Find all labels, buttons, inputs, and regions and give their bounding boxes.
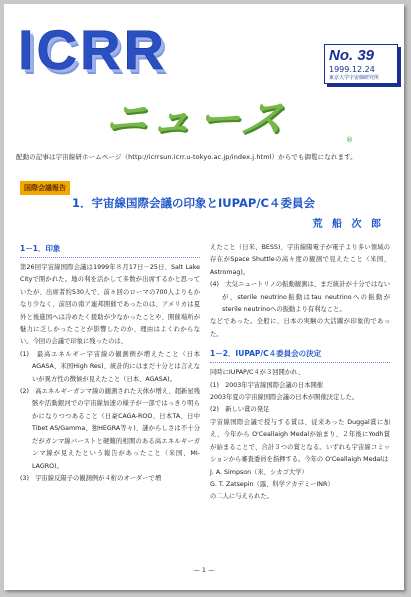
homepage-notice: 配動の記事は宇宙線研ホームページ（http://icrrsun.icrr.u-tokyo.ac.jp/index.j.html）からでも御覧になれます。 — [16, 153, 357, 161]
article-title: 1．宇宙線国際会議の印象とIUPAP/C４委員会 — [72, 196, 315, 210]
closing-line: の二人に与えられた。 — [210, 493, 273, 501]
issue-date: 1999.12.24 — [329, 65, 375, 74]
list-item: (3) 宇宙線反陽子の観測例が４桁のオーダーで増 — [20, 474, 162, 482]
list-item: (1) 最高エネルギー宇宙線の観測例が増えたこと（日本AGASA、米国High Res)、統計的にはまだ十分とは言えないが異方性の徴候が見えたこと（日本、AGASA)。 — [20, 350, 200, 383]
list-item: (2) 高エネルギーガンマ線の観測された天体が増え、超新星残骸や活動銀河での宇宙線加速の様子が一部ではっきり明らかになりつつあること（日豪CAGA-ROO、日本TA、日中Tibet AS/Gamma、独HEGRA等々)、謎からしさは不十分だがガンマ線バーストと硬難的相関のある高エネルギーガンマ線が見えたという報告があったこと（米国、MI-LAGRO)。 — [20, 388, 200, 470]
left-column — [20, 242, 200, 485]
iupap-paragraph: 同時にIUPAP/C４が３回開かれ、 — [210, 369, 305, 377]
continued-paragraph: えたこと（日米、BESS)、宇宙線陽電子が電子より多い領域の存在がSpace Shuttleの高々度の観測で見えたこと（米国、Astromag)。 — [210, 244, 390, 276]
list-item: (4) 大気ニュートリノの振動観測は、まだ統計が十分ではないが、sterile neutrino振動はtau neutrinoへの振動がsterile neutrinoへの振動より有利なこと。 — [210, 281, 390, 314]
issue-organization: 東京大学宇宙線研究所 — [329, 75, 380, 81]
newsletter-page — [4, 4, 404, 590]
award-recipient: G. T. Zatsepin（露、科学アカデミーINR） — [210, 480, 334, 488]
heading-rule — [210, 362, 390, 363]
summary-paragraph: などであった。全般に、日本の実験の大活躍が印象的であった。 — [210, 318, 390, 338]
issue-box — [324, 44, 398, 84]
icrr-logo: ICRR — [18, 18, 167, 81]
award-recipient: J. A. Simpson（米、シカゴ大学） — [210, 468, 308, 476]
list-item: (1) 2003年宇宙線国際会議の日本開催 — [210, 381, 324, 389]
article-author: 荒 船 次 郎 — [312, 219, 384, 230]
heading-rule — [20, 257, 200, 258]
issue-number: No. 39 — [329, 47, 375, 64]
item-detail: 2003年夏の宇宙線国際会議の日本が開催決定した。 — [210, 394, 359, 402]
right-column — [210, 242, 390, 504]
section-heading-iupap: 1－2．IUPAP/C４委員会の決定 — [210, 349, 322, 359]
section-heading-impressions: 1－1．印象 — [20, 244, 61, 253]
news-logo: ニュース — [101, 95, 294, 142]
list-item: (2) 新しい賞の発足 — [210, 406, 270, 414]
award-paragraph: 宇宙線国際会議で授与する賞は、従来あった Duggal賞に加え、今年から O'Ceallaigh Medalが始まり、２年後にYodh賞が始まることで、合計３つの賞となる。いずれも宇宙線コミッションから審査委員を指揮する。今年の O'Ceallaigh Medalは — [210, 418, 390, 464]
section-label: 国際会議報告 — [20, 181, 70, 195]
page-number: — 1 — — [193, 566, 215, 574]
masthead — [10, 10, 398, 160]
registered-mark: ® — [346, 136, 353, 144]
intro-paragraph: 第26回宇宙線国際会議は1999年８月17日－25日、Salt Lake Cityで開かれた。地の利を活かして多数が出席するかと思っていたが、出席者約530人で、前々回のローマの700人よりもかなり少なく、前回の南ア連邦開催であったのは、アメリカは夏外と後進国へは冷めたく援助が少なかったことや、開催場所が魅力に乏しかったことが影響したのか、理由はよくわからない。今回の会議で印象に残ったのは、 — [20, 264, 200, 346]
